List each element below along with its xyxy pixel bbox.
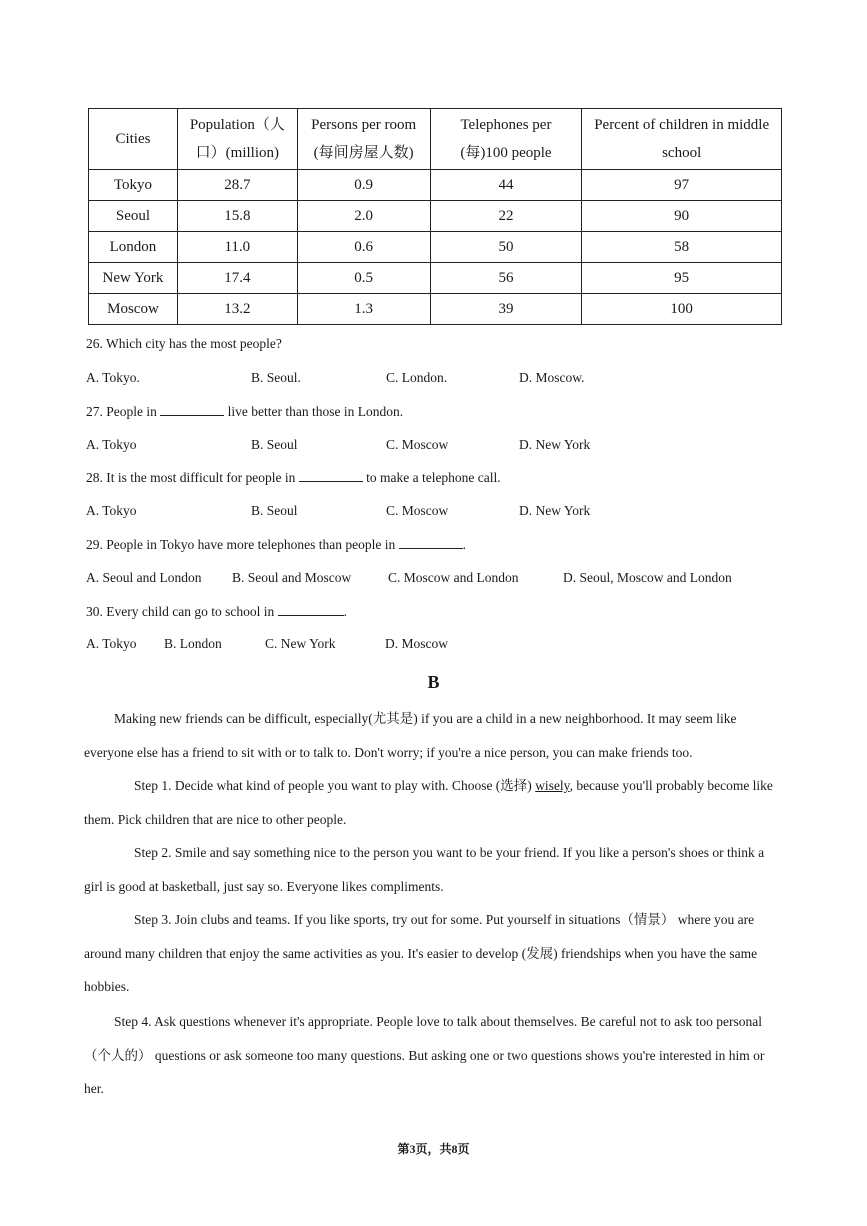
header-population: Population（人 口）(million) <box>177 109 297 170</box>
option-29-c: C. Moscow and London <box>388 570 519 585</box>
passage-step-4: Step 4. Ask questions whenever it's appropriate. People love to talk about themselves. Be careful not to ask too personal（个人的） questions or ask someone too many questions. But asking one or two questions shows you're interested in him or her. <box>84 1014 765 1096</box>
passage-step-1: Step 1. Decide what kind of people you want to play with. Choose (选择) wisely, because you'll probably become like them. Pick children that are nice to other people. <box>84 778 773 827</box>
option-27-b: B. Seoul <box>251 437 298 452</box>
answer-blank <box>299 469 363 482</box>
question-30: 30. Every child can go to school in . <box>86 604 347 619</box>
city-statistics-table <box>88 108 782 325</box>
table-cell: Seoul <box>89 201 178 232</box>
underlined-word: wisely <box>535 778 570 793</box>
header-percent-children: Percent of children in middle school <box>582 109 782 170</box>
option-26-c: C. London. <box>386 370 448 385</box>
table-cell: 44 <box>430 170 582 201</box>
table-row <box>89 294 782 325</box>
section-label: B <box>427 672 440 692</box>
option-30-c: C. New York <box>265 636 336 651</box>
answer-blank <box>399 536 463 549</box>
table-cell: 22 <box>430 201 582 232</box>
table-cell: 56 <box>430 263 582 294</box>
question-27: 27. People in live better than those in London. <box>86 404 404 419</box>
table-header-row <box>89 109 782 170</box>
option-29-b: B. Seoul and Moscow <box>232 570 352 585</box>
header-persons-per-room: Persons per room (每间房屋人数) <box>297 109 430 170</box>
option-26-b: B. Seoul. <box>251 370 301 385</box>
option-30-a: A. Tokyo <box>86 636 137 651</box>
table-row <box>89 170 782 201</box>
table-cell: 100 <box>582 294 782 325</box>
table-cell: 95 <box>582 263 782 294</box>
option-30-d: D. Moscow <box>385 636 448 651</box>
table-cell: London <box>89 232 178 263</box>
table-row <box>89 201 782 232</box>
page-number: 第3页，共8页 <box>397 1142 470 1156</box>
table-cell: 11.0 <box>177 232 297 263</box>
table-cell: 90 <box>582 201 782 232</box>
table-cell: 0.9 <box>297 170 430 201</box>
question-26: 26. Which city has the most people? <box>86 336 282 351</box>
header-telephones: Telephones per (每)100 people <box>430 109 582 170</box>
option-28-c: C. Moscow <box>386 503 449 518</box>
table-cell: 1.3 <box>297 294 430 325</box>
table-cell: 0.5 <box>297 263 430 294</box>
option-28-d: D. New York <box>519 503 591 518</box>
passage-intro: Making new friends can be difficult, especially(尤其是) if you are a child in a new neighborhood. It may seem like everyone else has a friend to sit with or to talk to. Don't worry; if you're a nice person, you can make friends too. <box>84 711 737 760</box>
table-cell: 0.6 <box>297 232 430 263</box>
table-row <box>89 232 782 263</box>
option-26-a: A. Tokyo. <box>86 370 140 385</box>
table-cell: 58 <box>582 232 782 263</box>
option-27-c: C. Moscow <box>386 437 449 452</box>
table-cell: 15.8 <box>177 201 297 232</box>
header-cities: Cities <box>89 109 178 170</box>
option-27-d: D. New York <box>519 437 591 452</box>
table-cell: 13.2 <box>177 294 297 325</box>
option-29-d: D. Seoul, Moscow and London <box>563 570 732 585</box>
table-cell: 28.7 <box>177 170 297 201</box>
table-cell: 17.4 <box>177 263 297 294</box>
passage-step-3: Step 3. Join clubs and teams. If you like sports, try out for some. Put yourself in situations（情景） where you are around many children that enjoy the same activities as you. It's easier to develop (发展) friendships when you have the same hobbies. <box>84 912 758 994</box>
table-cell: Moscow <box>89 294 178 325</box>
option-26-d: D. Moscow. <box>519 370 585 385</box>
question-28: 28. It is the most difficult for people in to make a telephone call. <box>86 470 501 485</box>
table-row <box>89 263 782 294</box>
table-cell: 39 <box>430 294 582 325</box>
option-28-a: A. Tokyo <box>86 503 137 518</box>
table-cell: 50 <box>430 232 582 263</box>
answer-blank <box>160 403 224 416</box>
table-cell: 2.0 <box>297 201 430 232</box>
table-cell: New York <box>89 263 178 294</box>
option-27-a: A. Tokyo <box>86 437 137 452</box>
option-29-a: A. Seoul and London <box>86 570 202 585</box>
option-30-b: B. London <box>164 636 222 651</box>
option-28-b: B. Seoul <box>251 503 298 518</box>
passage-step-2: Step 2. Smile and say something nice to the person you want to be your friend. If you like a person's shoes or think a girl is good at basketball, just say so. Everyone likes compliments. <box>84 845 765 894</box>
table-cell: 97 <box>582 170 782 201</box>
question-29: 29. People in Tokyo have more telephones than people in . <box>86 537 466 552</box>
answer-blank <box>278 603 344 616</box>
table-cell: Tokyo <box>89 170 178 201</box>
